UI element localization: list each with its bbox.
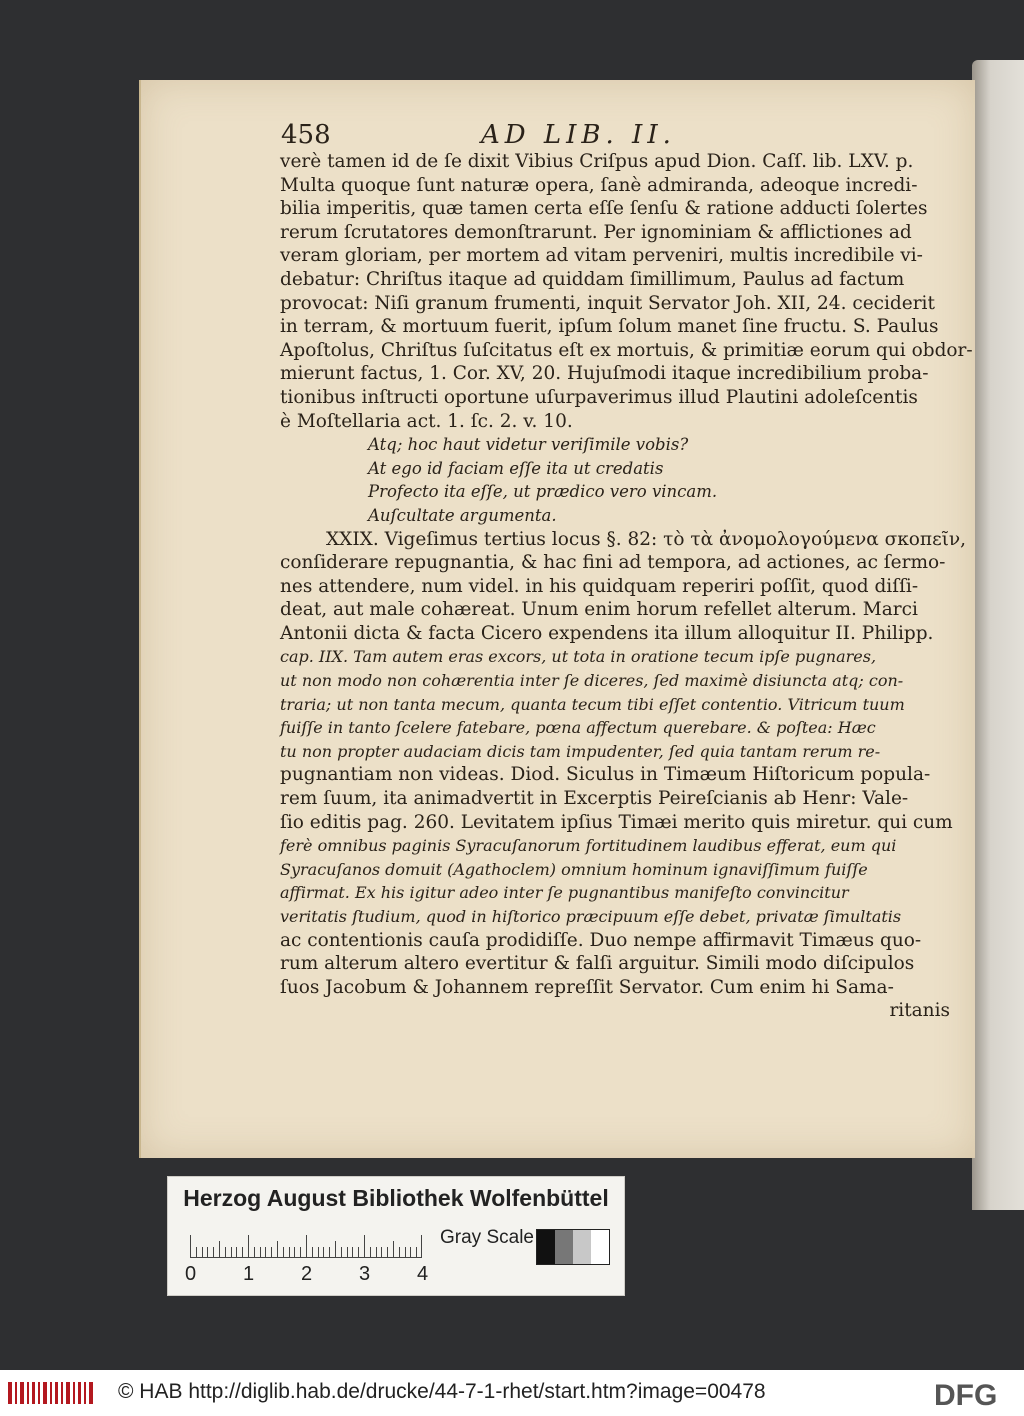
text-line: ſio editis pag. 260. Levitatem ipſius Timæi merito quis miretur. qui cum	[280, 811, 953, 833]
grayscale-swatch	[555, 1230, 573, 1264]
ruler-number: 3	[359, 1263, 371, 1285]
grayscale-swatch	[591, 1230, 609, 1264]
text-line: rem ſuum, ita animadvertit in Excerptis Peireſcianis ab Henr: Vale-	[280, 788, 909, 810]
next-page-edge[interactable]	[972, 60, 1024, 1210]
grayscale-swatch	[537, 1230, 555, 1264]
text-line: rerum ſcrutatores demonſtrarunt. Per ignominiam & afflictiones ad	[280, 221, 912, 243]
text-line: Syracuſanos domuit (Agathoclem) omnium hominum ignaviſſimum fuiſſe	[280, 859, 868, 879]
scale-ruler	[190, 1235, 422, 1258]
library-color-target	[167, 1176, 625, 1296]
ruler-number: 1	[243, 1263, 255, 1285]
text-line: bilia imperitis, quæ tamen certa eſſe ſenſu & ratione adducti ſolertes	[280, 198, 928, 220]
text-line: provocat: Niſi granum frumenti, inquit Servator Joh. XII, 24. ceciderit	[280, 292, 935, 314]
text-line: ac contentionis cauſa prodidiſſe. Duo nempe affirmavit Timæus quo-	[280, 929, 922, 951]
verse-line: At ego id faciam eſſe ita ut credatis	[368, 458, 664, 478]
grayscale-swatches	[536, 1229, 610, 1265]
section-heading-line: XXIX. Vigeſimus tertius locus §. 82: τὸ τὰ ἀνομολογούμενα σκοπεῖν,	[326, 528, 967, 550]
page-number: 458	[281, 120, 331, 150]
library-name: Herzog August Bibliothek Wolfenbüttel	[183, 1185, 609, 1211]
verse-line: Auſcultate argumenta.	[368, 505, 557, 525]
catchword: ritanis	[889, 1000, 950, 1022]
text-line: Multa quoque ſunt naturæ opera, ſanè admiranda, adeoque incredi-	[280, 174, 918, 196]
copyright-url[interactable]: © HAB http://diglib.hab.de/drucke/44-7-1-rhet/start.htm?image=00478	[118, 1380, 766, 1403]
text-line: nes attendere, num videl. in his quidquam reperiri poſſit, quod diſſi-	[280, 575, 919, 597]
verse-line: Profecto ita eſſe, ut prædico vero vincam.	[368, 482, 718, 502]
text-line: mierunt factus, 1. Cor. XV, 20. Hujuſmodi itaque incredibilium proba-	[280, 363, 929, 385]
text-line: tionibus inſtructi oportune uſurpaverimus illud Plautini adoleſcentis	[280, 386, 918, 408]
ruler-number: 2	[301, 1263, 313, 1285]
text-line: ferè omnibus paginis Syracuſanorum fortitudinem laudibus efferat, eum qui	[280, 836, 897, 856]
text-line: pugnantiam non videas. Diod. Siculus in Timæum Hiſtoricum popula-	[280, 764, 931, 786]
text-line: affirmat. Ex his igitur adeo inter ſe pugnantibus manifeſto convincitur	[280, 883, 849, 903]
text-line: in terram, & mortuum fuerit, ipſum ſolum manet ſine fructu. S. Paulus	[280, 316, 939, 338]
footer-bar	[0, 1370, 1024, 1416]
text-line: rum alterum altero evertitur & falſi arguitur. Simili modo diſcipulos	[280, 953, 915, 975]
text-line: è Moſtellaria act. 1. ſc. 2. v. 10.	[280, 410, 573, 432]
scanned-page	[139, 80, 975, 1158]
text-line: ſuos Jacobum & Johannem repreſſit Servator. Cum enim hi Sama-	[280, 976, 894, 998]
page-text	[280, 150, 973, 1023]
text-line: traria; ut non tanta mecum, quanta tecum tibi eſſet contentio. Vitricum tuum	[280, 694, 905, 714]
text-line: tu non propter audaciam dicis tam impudenter, ſed quia tantam rerum re-	[280, 741, 881, 761]
text-line: ut non modo non cohærentia inter ſe diceres, ſed maximè disiuncta atq; con-	[280, 671, 904, 691]
ruler-number: 0	[185, 1263, 197, 1285]
text-line: veram gloriam, per mortem ad vitam perveniri, multis incredibile vi-	[280, 245, 923, 267]
text-line: fuiſſe in tanto ſcelere fatebare, pœna affectum querebare. & poſtea: Hæc	[280, 718, 876, 738]
hab-barcode-logo-icon	[8, 1378, 96, 1408]
text-line: verè tamen id de ſe dixit Vibius Criſpus apud Dion. Caſſ. lib. LXV. p.	[280, 151, 914, 172]
grayscale-label: Gray Scale	[440, 1227, 534, 1248]
text-line: Apoſtolus, Chriſtus ſuſcitatus eſt ex mortuis, & primitiæ eorum qui obdor-	[280, 339, 973, 361]
dfg-logo-icon	[932, 1378, 1016, 1410]
text-line: cap. IIX. Tam autem eras excors, ut tota in oratione tecum ipſe pugnares,	[280, 647, 877, 667]
text-line: debatur: Chriſtus itaque ad quiddam ſimillimum, Paulus ad factum	[280, 268, 905, 290]
text-line: deat, aut male cohæreat. Unum enim horum refellet alterum. Marci	[280, 599, 918, 621]
grayscale-swatch	[573, 1230, 591, 1264]
ruler-number: 4	[417, 1263, 429, 1285]
running-head: AD LIB. II.	[481, 120, 676, 150]
text-line: Antonii dicta & facta Cicero expendens ita illum alloquitur II. Philipp.	[280, 622, 934, 644]
text-line: veritatis ſtudium, quod in hiſtorico præcipuum eſſe debet, privatæ ſimultatis	[280, 907, 902, 926]
dfg-logo-text: DFG	[934, 1379, 998, 1410]
verse-line: Atq; hoc haut videtur veriſimile vobis?	[368, 435, 689, 455]
text-line: conſiderare repugnantia, & hac fini ad tempora, ad actiones, ac ſermo-	[280, 552, 946, 574]
